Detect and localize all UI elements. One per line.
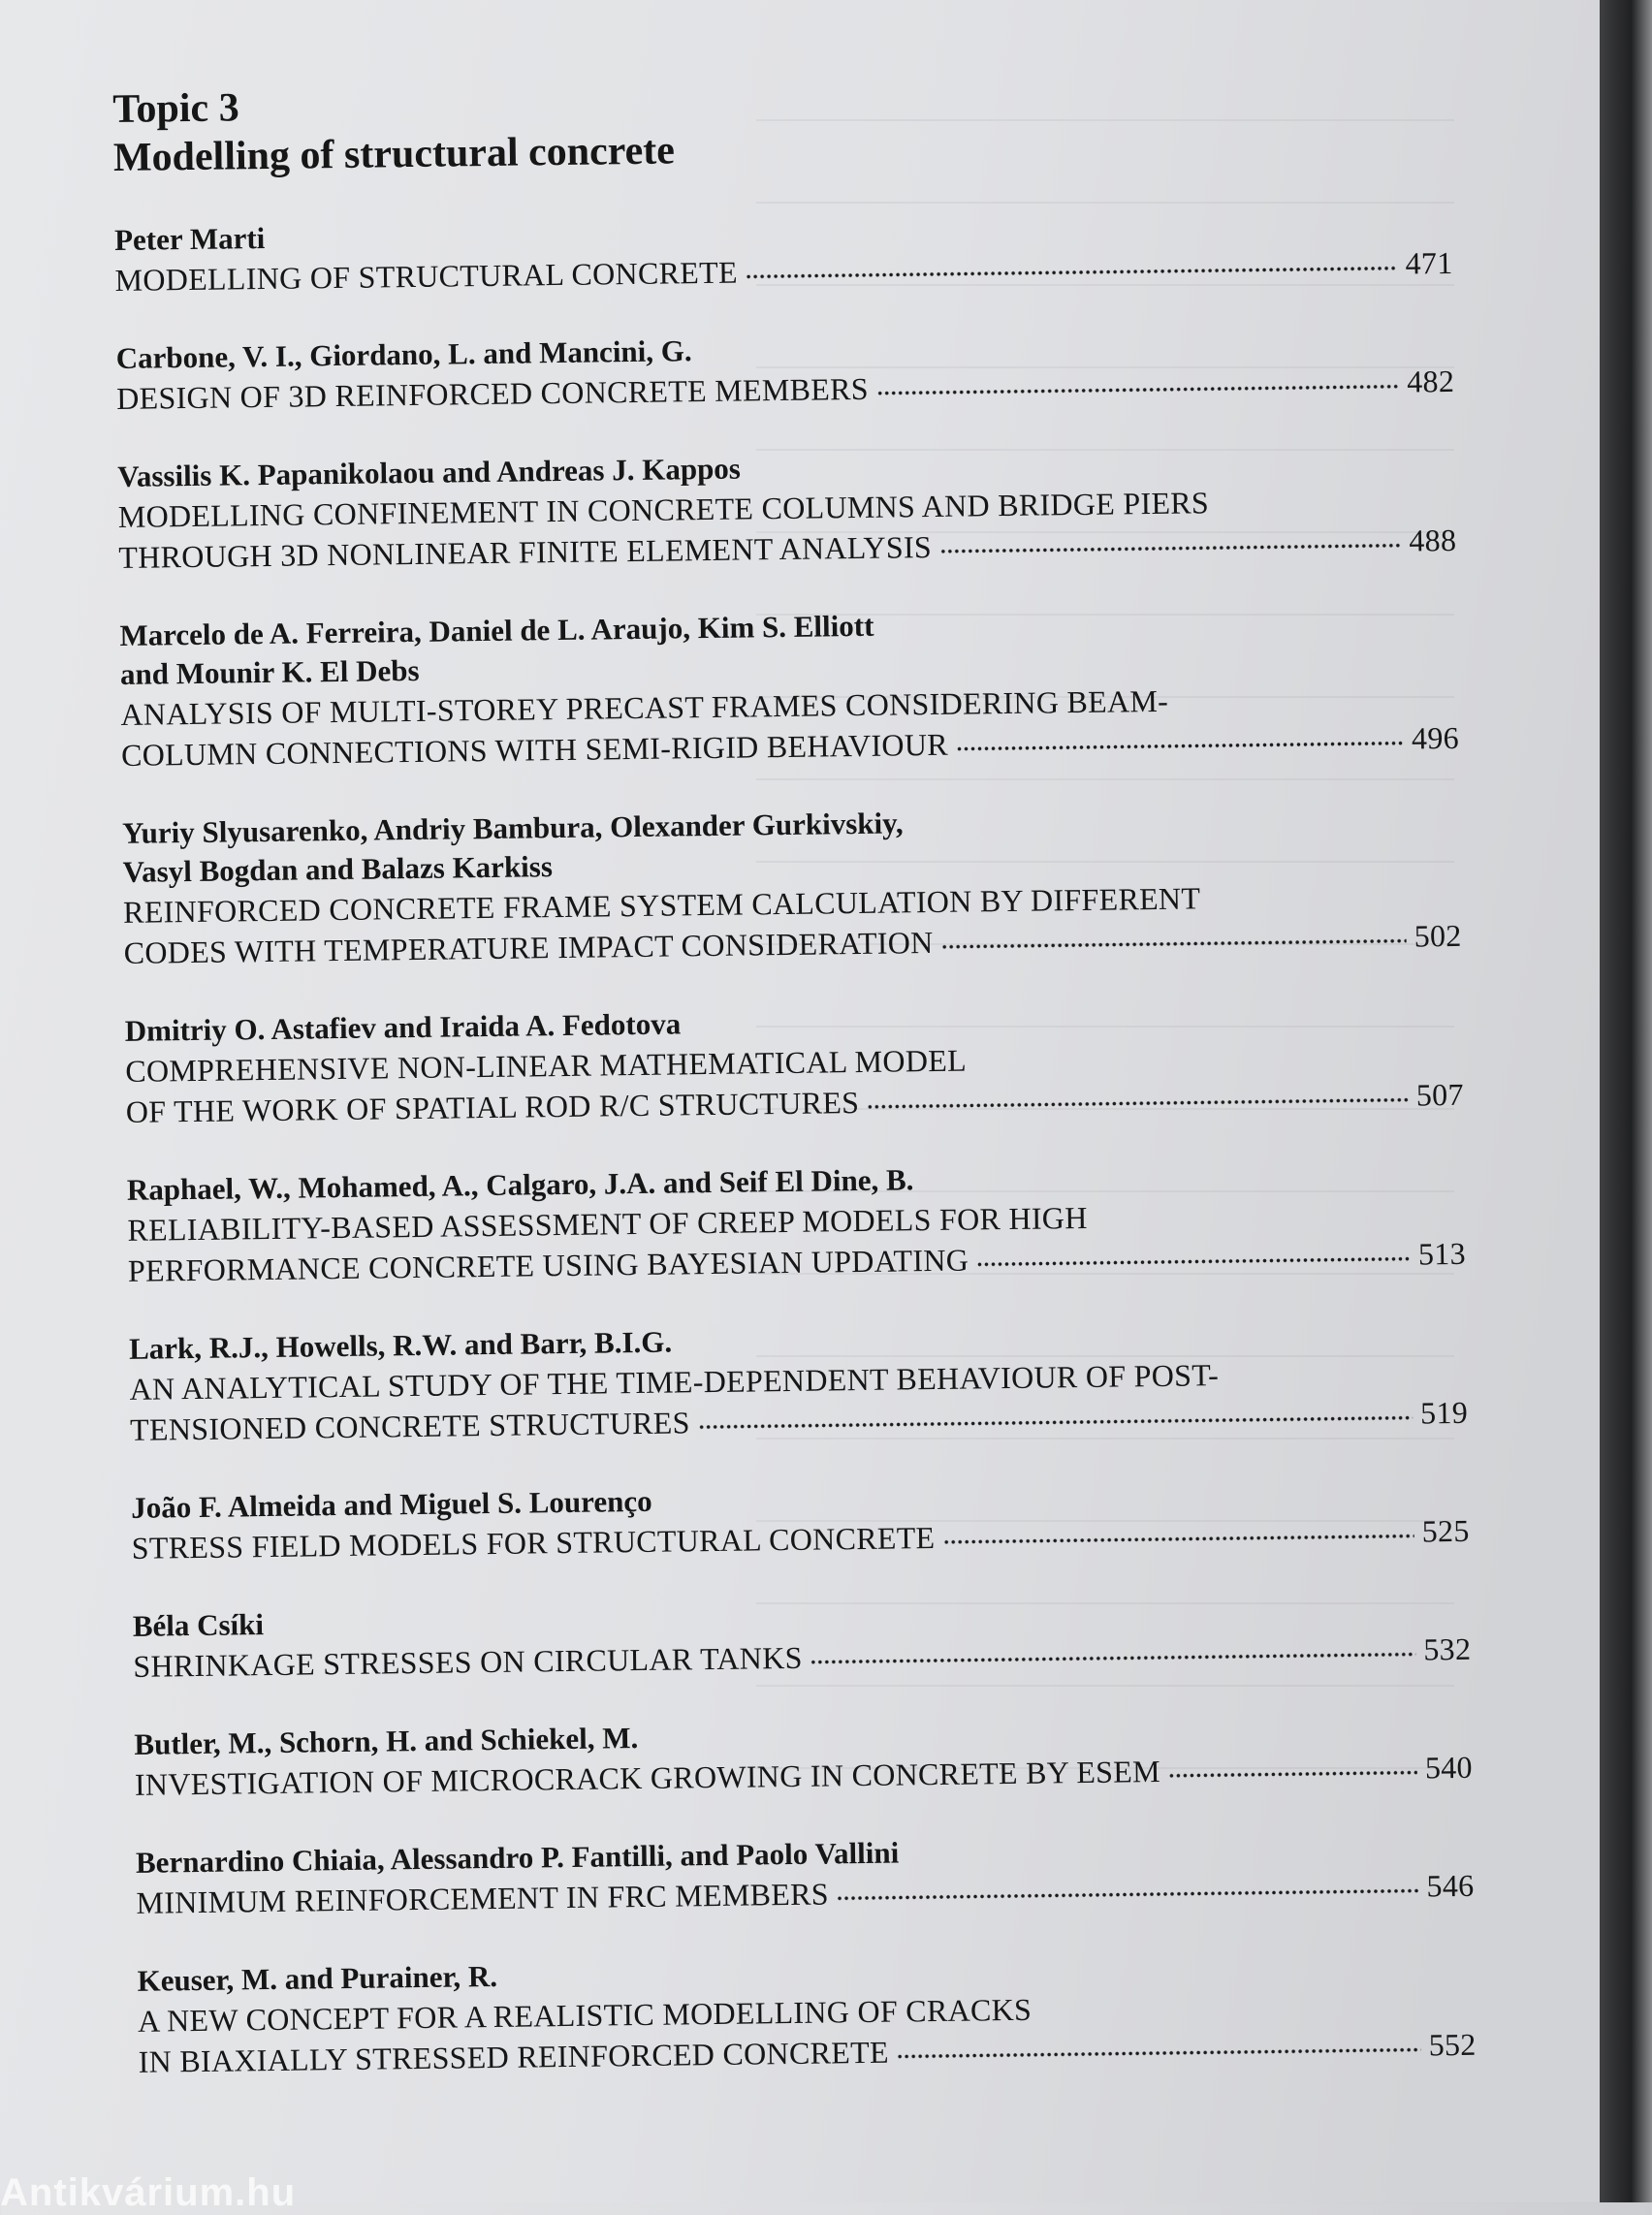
entry-authors: Butler, M., Schorn, H. and Schiekel, M.: [134, 1721, 639, 1761]
entry-title-text: STRESS FIELD MODELS FOR STRUCTURAL CONCRETE: [131, 1520, 936, 1566]
page-number: 482: [1406, 363, 1455, 399]
dot-leader: [976, 1257, 1411, 1267]
dot-leader: [1168, 1771, 1417, 1778]
dot-leader: [939, 544, 1401, 554]
entry-title-text: COLUMN CONNECTIONS WITH SEMI-RIGID BEHAVIOUR: [120, 726, 949, 773]
dot-leader: [941, 939, 1407, 949]
page-number: 525: [1421, 1512, 1470, 1549]
toc-entry: [117, 440, 1457, 578]
entry-authors: Vasyl Bogdan and Balazs Karkiss: [122, 849, 554, 889]
entry-authors: Raphael, W., Mohamed, A., Calgaro, J.A. and Seif El Dine, B.: [126, 1162, 914, 1207]
toc-entry: [137, 1945, 1477, 2082]
page-number: 546: [1426, 1867, 1475, 1904]
entry-title-line: AN ANALYTICAL STUDY OF THE TIME-DEPENDENT BEHAVIOUR OF POST-: [129, 1357, 1220, 1407]
entry-authors: Dmitriy O. Astafiev and Iraida A. Fedotova: [124, 1006, 682, 1048]
toc-entry: [133, 1590, 1472, 1687]
entry-title-line: RELIABILITY-BASED ASSESSMENT OF CREEP MODELS FOR HIGH: [127, 1199, 1088, 1248]
toc-entries: [114, 204, 1477, 2082]
toc-entry: [125, 995, 1465, 1132]
entry-title-text: THROUGH 3D NONLINEAR FINITE ELEMENT ANALYSIS: [118, 528, 933, 575]
entry-authors: Peter Marti: [113, 220, 266, 257]
topic-heading: [112, 68, 1451, 182]
entry-authors: Keuser, M. and Purainer, R.: [137, 1958, 498, 1998]
entry-title-text: DESIGN OF 3D REINFORCED CONCRETE MEMBERS: [115, 370, 870, 416]
entry-title-line: MODELLING CONFINEMENT IN CONCRETE COLUMNS AND BRIDGE PIERS: [117, 485, 1210, 534]
entry-title-line: REINFORCED CONCRETE FRAME SYSTEM CALCULATION BY DIFFERENT: [122, 880, 1201, 930]
entry-title-text: TENSIONED CONCRETE STRUCTURES: [129, 1405, 690, 1447]
entry-title-text: CODES WITH TEMPERATURE IMPACT CONSIDERATION: [123, 924, 934, 970]
toc-entry: [122, 797, 1462, 973]
book-spine-edge: [1600, 0, 1652, 2202]
page-number: 540: [1424, 1749, 1474, 1786]
entry-authors: Carbone, V. I., Giordano, L. and Mancini, G.: [115, 333, 692, 375]
entry-title-text: INVESTIGATION OF MICROCRACK GROWING IN CONCRETE BY ESEM: [134, 1754, 1161, 1802]
dot-leader: [876, 385, 1399, 396]
page-number: 519: [1419, 1394, 1469, 1431]
page-number: 488: [1409, 522, 1457, 558]
page-number: 507: [1415, 1076, 1464, 1113]
dot-leader: [810, 1653, 1416, 1664]
table-of-contents: [112, 68, 1477, 2082]
dot-leader: [746, 267, 1398, 279]
entry-title-line: COMPREHENSIVE NON-LINEAR MATHEMATICAL MODEL: [125, 1042, 968, 1089]
page-number: 496: [1411, 719, 1460, 756]
entry-authors: Béla Csíki: [132, 1607, 265, 1643]
entry-title-text: IN BIAXIALLY STRESSED REINFORCED CONCRETE: [138, 2034, 890, 2079]
dot-leader: [867, 1098, 1409, 1109]
watermark-text: Antikvárium.hu: [0, 2171, 297, 2214]
page-number: 513: [1417, 1235, 1467, 1272]
page-number: 552: [1428, 2026, 1477, 2063]
dot-leader: [837, 1889, 1419, 1901]
dot-leader: [698, 1416, 1413, 1430]
entry-authors: and Mounir K. El Debs: [119, 652, 420, 691]
entry-authors: Lark, R.J., Howells, R.W. and Barr, B.I.G.: [128, 1324, 673, 1366]
entry-title-text: MODELLING OF STRUCTURAL CONCRETE: [114, 254, 739, 298]
entry-authors: Yuriy Slyusarenko, Andriy Bambura, Olexander Gurkivskiy,: [121, 806, 904, 850]
entry-title-text: MINIMUM REINFORCEMENT IN FRC MEMBERS: [136, 1876, 830, 1920]
toc-entry: [134, 1708, 1473, 1805]
topic-label: Topic 3: [112, 85, 239, 132]
toc-entry: [136, 1826, 1475, 1923]
toc-entry: [115, 322, 1454, 419]
page-number: 471: [1405, 244, 1453, 281]
dot-leader: [897, 2048, 1421, 2059]
entry-title-text: OF THE WORK OF SPATIAL ROD R/C STRUCTURES: [125, 1085, 860, 1129]
dot-leader: [956, 742, 1404, 751]
entry-authors: Bernardino Chiaia, Alessandro P. Fantilli, and Paolo Vallini: [135, 1835, 900, 1880]
topic-title: Modelling of structural concrete: [112, 128, 676, 180]
entry-authors: Marcelo de A. Ferreira, Daniel de L. Araujo, Kim S. Elliott: [119, 608, 874, 652]
page-number: 532: [1423, 1630, 1472, 1667]
entry-authors: João F. Almeida and Miguel S. Lourenço: [130, 1483, 652, 1525]
toc-entry: [119, 599, 1459, 775]
dot-leader: [942, 1535, 1414, 1544]
entry-title-line: A NEW CONCEPT FOR A REALISTIC MODELLING OF CRACKS: [137, 1991, 1032, 2039]
toc-entry: [114, 204, 1453, 301]
toc-entry: [129, 1313, 1469, 1450]
page-number: 502: [1414, 917, 1462, 954]
toc-entry: [127, 1154, 1467, 1291]
entry-title-line: ANALYSIS OF MULTI-STOREY PRECAST FRAMES CONSIDERING BEAM-: [120, 682, 1169, 732]
toc-entry: [131, 1471, 1470, 1568]
entry-title-text: PERFORMANCE CONCRETE USING BAYESIAN UPDATING: [127, 1242, 969, 1288]
entry-authors: Vassilis K. Papanikolaou and Andreas J. Kappos: [117, 451, 742, 493]
entry-title-text: SHRINKAGE STRESSES ON CIRCULAR TANKS: [133, 1639, 803, 1684]
